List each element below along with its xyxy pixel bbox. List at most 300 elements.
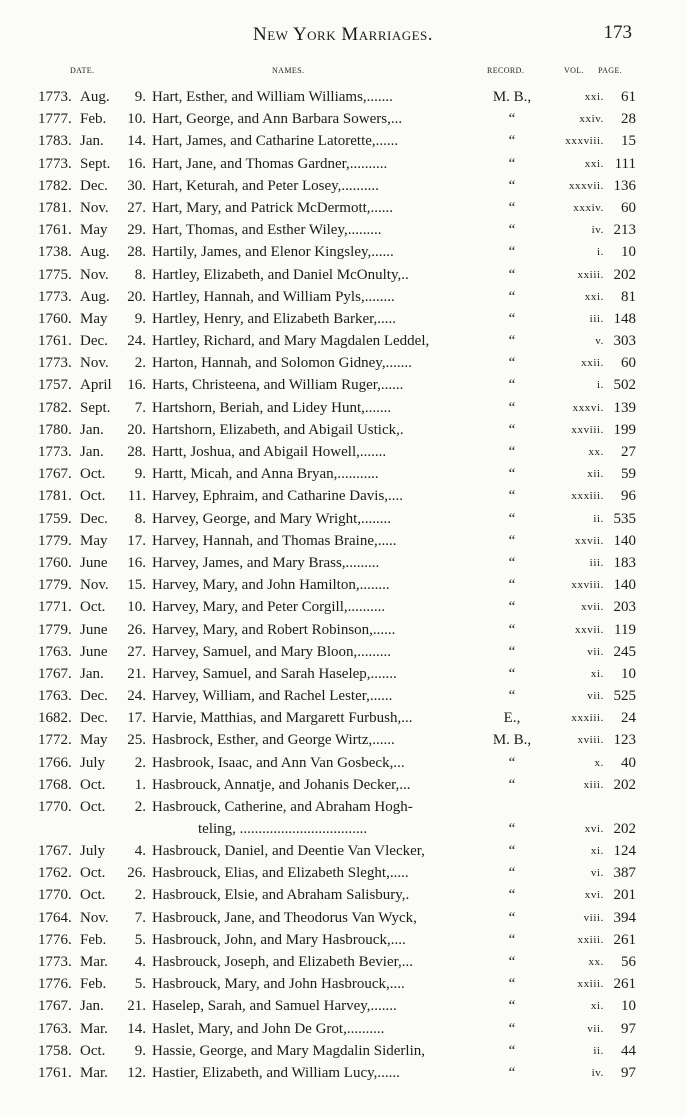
entry-year: 1682.	[38, 710, 72, 727]
entry-names: Hasbrouck, Elias, and Elizabeth Sleght,.....	[152, 865, 409, 882]
entry-names: Harvey, Samuel, and Sarah Haselep,.......	[152, 665, 397, 682]
entry-month: Jan.	[80, 133, 104, 150]
entry-volume: iii.	[589, 556, 604, 569]
entry-year: 1782.	[38, 399, 72, 416]
entry-volume: iv.	[591, 1066, 604, 1079]
entry-names: Hastier, Elizabeth, and William Lucy,......	[152, 1064, 400, 1081]
entry-record: “	[508, 244, 516, 261]
entry-names: Hart, James, and Catharine Latorette,......	[152, 133, 399, 150]
entry-month: Nov.	[80, 909, 109, 926]
entry-names: Hartley, Henry, and Elizabeth Barker,.....	[152, 310, 397, 327]
entry-month: April	[80, 377, 112, 394]
entry-year: 1767.	[38, 665, 72, 682]
entry-page: 123	[613, 732, 636, 749]
entry-day: 24.	[127, 688, 146, 705]
entry-record: “	[508, 222, 516, 239]
entry-page: 199	[613, 421, 636, 438]
entry-page: 148	[613, 310, 636, 327]
entry-month: Dec.	[80, 333, 108, 350]
entry-month: Aug.	[80, 288, 110, 305]
entry-volume: xxxvi.	[572, 401, 604, 414]
entry-record: “	[508, 821, 516, 837]
entry-month: June	[80, 621, 108, 638]
entry-record: “	[508, 288, 516, 305]
entry-month: Nov.	[80, 577, 109, 594]
entry-record: “	[508, 488, 516, 505]
entry-record: E.,	[503, 710, 521, 727]
entry-names: Harvey, Mary, and John Hamilton,........	[152, 577, 390, 594]
entry-month: July	[80, 754, 106, 771]
entry-names: Hassie, George, and Mary Magdalin Siderlin,	[152, 1042, 425, 1059]
entry-year: 1738.	[38, 244, 72, 261]
entry-row	[0, 219, 686, 241]
entry-year: 1782.	[38, 177, 72, 194]
entry-names: Hartley, Elizabeth, and Daniel McOnulty,..	[152, 266, 409, 283]
entry-names: Hartley, Richard, and Mary Magdalen Leddel,	[152, 333, 430, 350]
entry-month: Feb.	[80, 931, 107, 948]
entry-month: Dec.	[80, 177, 108, 194]
entry-row	[0, 707, 686, 729]
entry-year: 1781.	[38, 488, 72, 505]
entry-month: Aug.	[80, 244, 110, 261]
entry-names: Hartshorn, Beriah, and Lidey Hunt,.......	[152, 399, 392, 416]
entry-record: “	[508, 111, 516, 128]
entry-year: 1770.	[38, 799, 72, 815]
entry-names: Hart, Keturah, and Peter Losey,..........	[152, 177, 379, 194]
entry-volume: vii.	[587, 690, 604, 703]
entry-page: 261	[613, 976, 636, 993]
entry-month: Jan.	[80, 421, 104, 438]
entry-year: 1763.	[38, 643, 72, 660]
entry-volume: xvii.	[581, 601, 604, 614]
entry-page: 60	[621, 355, 636, 372]
entry-volume: xxiii.	[577, 268, 604, 281]
entry-page: 61	[621, 89, 636, 105]
entry-record: “	[508, 577, 516, 594]
entry-page: 24	[621, 710, 636, 727]
entry-month: Feb.	[80, 111, 107, 128]
entry-page: 44	[621, 1042, 636, 1059]
entry-day: 20.	[127, 421, 146, 438]
marriage-entries	[0, 86, 686, 1084]
entry-day: 4.	[134, 953, 146, 970]
entry-day: 2.	[134, 799, 146, 815]
entry-record: “	[508, 754, 516, 771]
entry-day: 2.	[134, 754, 146, 771]
entry-row	[0, 973, 686, 995]
entry-volume: x.	[594, 756, 604, 769]
entry-year: 1761.	[38, 333, 72, 350]
entry-volume: xxi.	[584, 91, 604, 103]
entry-row	[0, 153, 686, 175]
entry-record: “	[508, 998, 516, 1015]
page-title: New York Marriages.	[252, 24, 434, 45]
entry-page: 140	[613, 577, 636, 594]
entry-year: 1776.	[38, 931, 72, 948]
entry-page: 201	[613, 887, 636, 904]
entry-day: 1.	[134, 776, 146, 793]
entry-names: Hasbrock, Esther, and George Wirtz,......	[152, 732, 395, 749]
entry-record: “	[508, 310, 516, 327]
entry-record: “	[508, 953, 516, 970]
entry-names: Hasbrouck, Daniel, and Deentie Van Vlecker,	[152, 843, 425, 859]
entry-year: 1779.	[38, 532, 72, 549]
entry-names: Hart, Esther, and William Williams,.......	[152, 89, 393, 105]
entry-page: 111	[614, 155, 636, 172]
entry-month: Dec.	[80, 510, 108, 527]
entry-row	[0, 840, 686, 862]
entry-month: Oct.	[80, 799, 106, 815]
entry-page: 525	[613, 688, 636, 705]
entry-volume: xiii.	[583, 778, 604, 791]
entry-month: Nov.	[80, 266, 109, 283]
entry-record: “	[508, 843, 516, 859]
entry-record: “	[508, 155, 516, 172]
entry-row	[0, 685, 686, 707]
entry-year: 1767.	[38, 843, 72, 859]
entry-year: 1761.	[38, 1064, 72, 1081]
entry-row	[0, 884, 686, 906]
entry-names: Harvie, Matthias, and Margarett Furbush,...	[152, 710, 413, 727]
entry-month: Nov.	[80, 355, 109, 372]
entry-year: 1772.	[38, 732, 72, 749]
entry-page: 97	[621, 1020, 636, 1037]
entry-record: “	[508, 599, 516, 616]
entry-day: 20.	[127, 288, 146, 305]
entry-year: 1783.	[38, 133, 72, 150]
entry-volume: vii.	[587, 645, 604, 658]
entry-year: 1761.	[38, 222, 72, 239]
entry-row	[0, 508, 686, 530]
entry-day: 5.	[134, 931, 146, 948]
entry-row	[0, 175, 686, 197]
entry-record: “	[508, 909, 516, 926]
entry-day: 5.	[134, 976, 146, 993]
entry-row	[0, 264, 686, 286]
entry-volume: xxvii.	[575, 534, 604, 547]
entry-names: Hart, Thomas, and Esther Wiley,.........	[152, 222, 382, 239]
entry-row	[0, 352, 686, 374]
entry-volume: xxviii.	[571, 579, 604, 592]
entry-page: 10	[621, 998, 636, 1015]
column-header-record: RECORD.	[487, 66, 525, 75]
entry-row	[0, 374, 686, 396]
entry-page: 261	[613, 931, 636, 948]
entry-volume: xi.	[590, 1000, 604, 1013]
entry-volume: xvi.	[584, 889, 604, 902]
entry-volume: iv.	[591, 224, 604, 237]
entry-month: May	[80, 222, 108, 239]
entry-page: 202	[613, 266, 636, 283]
entry-year: 1763.	[38, 688, 72, 705]
entry-volume: xxiii.	[577, 933, 604, 946]
entry-record: “	[508, 532, 516, 549]
entry-year: 1773.	[38, 155, 72, 172]
entry-year: 1773.	[38, 444, 72, 460]
entry-names: Hartley, Hannah, and William Pyls,........	[152, 288, 395, 305]
entry-month: Jan.	[80, 444, 104, 460]
entry-year: 1768.	[38, 776, 72, 793]
entry-record: “	[508, 177, 516, 194]
entry-volume: xxi.	[584, 157, 604, 170]
entry-year: 1764.	[38, 909, 72, 926]
entry-month: June	[80, 643, 108, 660]
entry-names: Hasbrouck, Jane, and Theodorus Van Wyck,	[152, 909, 417, 926]
entry-record: “	[508, 199, 516, 216]
entry-row	[0, 752, 686, 774]
entry-record: “	[508, 355, 516, 372]
entry-day: 2.	[134, 887, 146, 904]
entry-month: Dec.	[80, 710, 108, 727]
entry-volume: xxxiv.	[573, 201, 604, 214]
entry-record: “	[508, 865, 516, 882]
entry-year: 1773.	[38, 89, 72, 105]
entry-row	[0, 485, 686, 507]
entry-month: July	[80, 843, 106, 859]
page-number: 173	[603, 22, 632, 43]
entry-page: 203	[613, 599, 636, 616]
entry-volume: xviii.	[577, 734, 604, 747]
entry-page: 139	[613, 399, 636, 416]
entry-month: Oct.	[80, 865, 106, 882]
entry-day: 21.	[127, 998, 146, 1015]
entry-volume: i.	[596, 379, 604, 392]
entry-volume: iii.	[589, 312, 604, 325]
entry-month: Mar.	[80, 1020, 108, 1037]
entry-year: 1758.	[38, 1042, 72, 1059]
entry-page: 56	[621, 953, 636, 970]
entry-month: May	[80, 732, 108, 749]
entry-volume: xxxiii.	[571, 712, 604, 725]
entry-names: Hasbrouck, John, and Mary Hasbrouck,....	[152, 931, 406, 948]
entry-day: 28.	[127, 444, 146, 460]
entry-volume: xi.	[590, 667, 604, 680]
entry-names: Hart, Jane, and Thomas Gardner,..........	[152, 155, 388, 172]
entry-record: M. B.,	[492, 732, 532, 749]
entry-record: “	[508, 665, 516, 682]
entry-page: 535	[613, 510, 636, 527]
entry-page: 96	[621, 488, 636, 505]
entry-day: 17.	[127, 532, 146, 549]
entry-record: “	[508, 554, 516, 571]
entry-volume: xx.	[588, 955, 604, 968]
entry-month: Oct.	[80, 466, 106, 483]
entry-day: 27.	[127, 199, 146, 216]
entry-record: “	[508, 1064, 516, 1081]
entry-names: Harvey, James, and Mary Brass,.........	[152, 554, 380, 571]
entry-names: Hasbrook, Isaac, and Ann Van Gosbeck,...	[152, 754, 405, 771]
entry-volume: ii.	[593, 1044, 604, 1057]
entry-day: 11.	[127, 488, 146, 505]
entry-day: 8.	[134, 510, 146, 527]
entry-page: 202	[613, 776, 636, 793]
entry-day: 21.	[127, 665, 146, 682]
entry-row	[0, 729, 686, 751]
entry-day: 9.	[134, 1042, 146, 1059]
entry-year: 1779.	[38, 577, 72, 594]
entry-record: “	[508, 887, 516, 904]
entry-year: 1779.	[38, 621, 72, 638]
entry-page: 303	[613, 333, 636, 350]
entry-page: 394	[613, 909, 636, 926]
entry-names: Hartily, James, and Elenor Kingsley,......	[152, 244, 394, 261]
entry-row	[0, 397, 686, 419]
entry-day: 25.	[127, 732, 146, 749]
entry-row	[0, 241, 686, 263]
entry-year: 1775.	[38, 266, 72, 283]
entry-day: 12.	[127, 1064, 146, 1081]
entry-record: “	[508, 976, 516, 993]
entry-record: “	[508, 399, 516, 416]
entry-record: “	[508, 266, 516, 283]
entry-month: Aug.	[80, 89, 110, 105]
entry-row	[0, 574, 686, 596]
entry-names: Hartshorn, Elizabeth, and Abigail Ustick,.	[152, 421, 404, 438]
entry-names: Haselep, Sarah, and Samuel Harvey,.......	[152, 998, 397, 1015]
entry-year: 1767.	[38, 466, 72, 483]
entry-year: 1757.	[38, 377, 72, 394]
entry-month: Oct.	[80, 599, 106, 616]
entry-names: Hartt, Micah, and Anna Bryan,...........	[152, 466, 379, 483]
entry-row	[0, 619, 686, 641]
entry-day: 9.	[134, 310, 146, 327]
entry-names: Harvey, Ephraim, and Catharine Davis,....	[152, 488, 404, 505]
entry-year: 1773.	[38, 953, 72, 970]
entry-volume: xxvii.	[575, 623, 604, 636]
entry-month: June	[80, 554, 108, 571]
entry-year: 1773.	[38, 288, 72, 305]
entry-day: 16.	[127, 377, 146, 394]
entry-year: 1776.	[38, 976, 72, 993]
entry-day: 30.	[127, 177, 146, 194]
entry-names: Hart, Mary, and Patrick McDermott,......	[152, 199, 394, 216]
entry-volume: xxviii.	[571, 423, 604, 436]
entry-volume: ii.	[593, 512, 604, 525]
entry-record: “	[508, 133, 516, 150]
entry-volume: xxiii.	[577, 978, 604, 991]
entry-record: “	[508, 931, 516, 948]
entry-row	[0, 1018, 686, 1040]
entry-page: 136	[613, 177, 636, 194]
entry-volume: xi.	[590, 845, 604, 857]
entry-day: 10.	[127, 111, 146, 128]
entry-year: 1780.	[38, 421, 72, 438]
entry-row	[0, 1062, 686, 1084]
entry-record: “	[508, 688, 516, 705]
entry-month: Mar.	[80, 1064, 108, 1081]
entry-names: Harvey, Mary, and Peter Corgill,..........	[152, 599, 386, 616]
entry-month: Sept.	[80, 155, 111, 172]
entry-month: Jan.	[80, 998, 104, 1015]
entry-names: Hasbrouck, Annatje, and Johanis Decker,...	[152, 776, 411, 793]
entry-volume: xxi.	[584, 290, 604, 303]
entry-record: “	[508, 621, 516, 638]
entry-names: Hasbrouck, Elsie, and Abraham Salisbury,.	[152, 887, 410, 904]
entry-names: Harts, Christeena, and William Ruger,......	[152, 377, 404, 394]
entry-row	[0, 1040, 686, 1062]
entry-names-continued: teling, ..................................	[198, 821, 368, 837]
entry-names: Harvey, Samuel, and Mary Bloon,.........	[152, 643, 391, 660]
entry-volume: xvi.	[584, 823, 604, 835]
entry-day: 8.	[134, 266, 146, 283]
entry-names: Harton, Hannah, and Solomon Gidney,.......	[152, 355, 412, 372]
entry-volume: xxxviii.	[565, 135, 604, 148]
entry-year: 1763.	[38, 1020, 72, 1037]
entry-record: “	[508, 333, 516, 350]
entry-volume: xxxiii.	[571, 490, 604, 503]
column-header-date: DATE.	[70, 66, 95, 75]
entry-page: 10	[621, 244, 636, 261]
entry-day: 26.	[127, 865, 146, 882]
entry-year: 1773.	[38, 355, 72, 372]
entry-day: 17.	[127, 710, 146, 727]
entry-row	[0, 929, 686, 951]
entry-page: 59	[621, 466, 636, 483]
entry-names: Hartt, Joshua, and Abigail Howell,.......	[152, 444, 387, 460]
entry-month: Oct.	[80, 488, 106, 505]
entry-volume: xxiv.	[579, 113, 604, 126]
entry-record: “	[508, 466, 516, 483]
entry-month: Mar.	[80, 953, 108, 970]
entry-page: 97	[621, 1064, 636, 1081]
entry-row	[0, 463, 686, 485]
entry-record: “	[508, 776, 516, 793]
entry-row	[0, 441, 686, 463]
entry-names: Harvey, George, and Mary Wright,........	[152, 510, 392, 527]
entry-names: Hasbrouck, Mary, and John Hasbrouck,....	[152, 976, 405, 993]
entry-year: 1760.	[38, 554, 72, 571]
entry-page: 60	[621, 199, 636, 216]
entry-names: Harvey, Hannah, and Thomas Braine,.....	[152, 532, 397, 549]
entry-row	[0, 286, 686, 308]
entry-page: 28	[621, 111, 636, 128]
entry-year: 1770.	[38, 887, 72, 904]
entry-month: Oct.	[80, 887, 106, 904]
entry-record: “	[508, 444, 516, 460]
entry-record: “	[508, 377, 516, 394]
entry-year: 1771.	[38, 599, 72, 616]
entry-names: Hart, George, and Ann Barbara Sowers,...	[152, 111, 403, 128]
entry-record: “	[508, 1042, 516, 1059]
entry-row	[0, 995, 686, 1017]
entry-month: Oct.	[80, 776, 106, 793]
entry-page: 27	[621, 444, 636, 460]
entry-volume: viii.	[583, 911, 604, 924]
entry-day: 14.	[127, 133, 146, 150]
entry-page: 213	[613, 222, 636, 239]
entry-row	[0, 419, 686, 441]
entry-day: 4.	[134, 843, 146, 859]
entry-year: 1766.	[38, 754, 72, 771]
entry-row	[0, 951, 686, 973]
entry-page: 124	[613, 843, 636, 859]
entry-month: Jan.	[80, 665, 104, 682]
entry-day: 15.	[127, 577, 146, 594]
entry-day: 7.	[134, 909, 146, 926]
entry-row	[0, 774, 686, 796]
entry-month: May	[80, 310, 108, 327]
column-header-names: NAMES.	[272, 66, 305, 75]
entry-volume: vii.	[587, 1022, 604, 1035]
entry-month: Nov.	[80, 199, 109, 216]
entry-month: Oct.	[80, 1042, 106, 1059]
entry-page: 202	[613, 821, 636, 837]
entry-year: 1759.	[38, 510, 72, 527]
entry-day: 7.	[134, 399, 146, 416]
entry-day: 2.	[134, 355, 146, 372]
entry-row	[0, 308, 686, 330]
entry-month: May	[80, 532, 108, 549]
